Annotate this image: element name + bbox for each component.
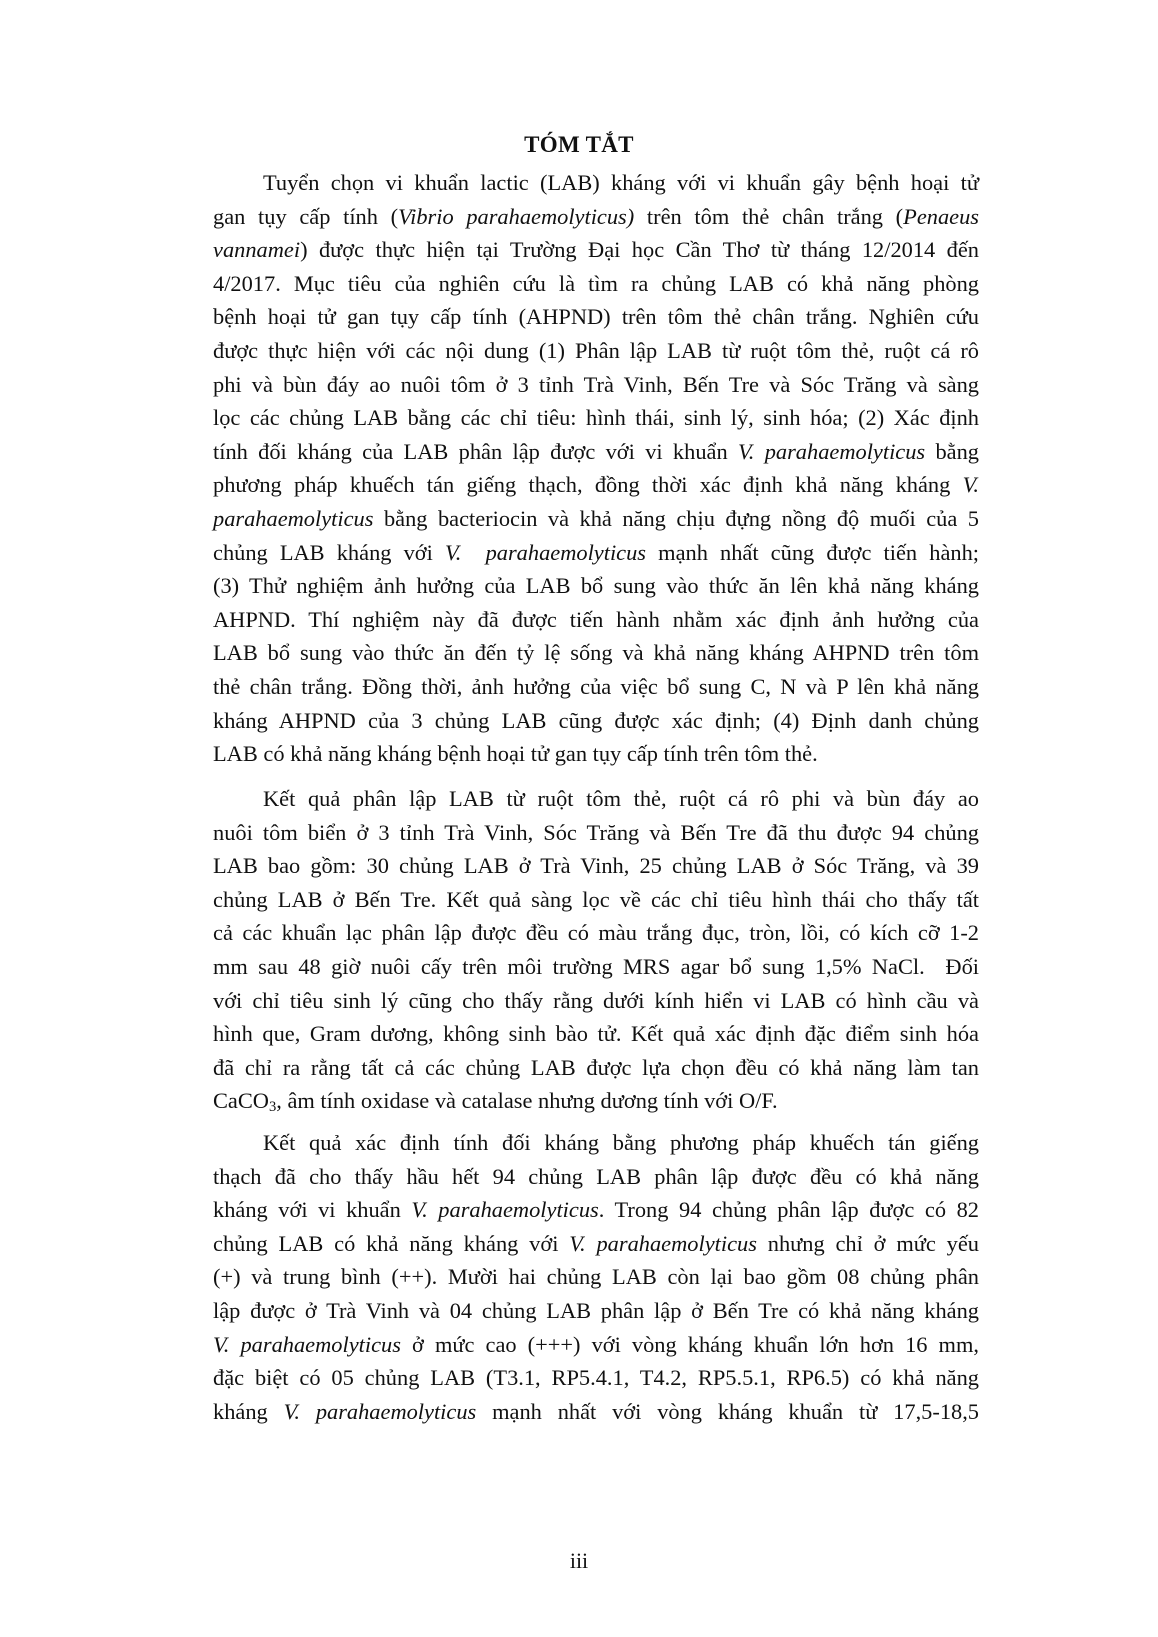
text-run: thẻ chân trắng. Đồng thời, ảnh hưởng của việc bổ sung C, N và P lên khả năng: [213, 673, 979, 699]
text-line: [213, 267, 979, 301]
text-line: [213, 1160, 979, 1194]
species-name: V. parahaemolyticus: [283, 1398, 477, 1424]
species-name: V. parahaemolyticus: [411, 1197, 599, 1223]
text-line: [213, 916, 979, 950]
text-run: bằng: [925, 438, 979, 464]
text-run: trên tôm thẻ chân trắng (: [634, 203, 904, 229]
text-line: [213, 636, 979, 670]
text-run: chủng LAB ở Bến Tre. Kết quả sàng lọc về các chỉ tiêu hình thái cho thấy tất: [213, 886, 979, 912]
text-run: CaCO: [213, 1088, 269, 1114]
text-line: [213, 1193, 979, 1227]
text-run: tính đối kháng của LAB phân lập được với vi khuẩn: [213, 438, 738, 464]
text-line: [213, 950, 979, 984]
text-run: nhưng chỉ ở mức yếu: [756, 1230, 979, 1256]
text-line: [213, 1084, 979, 1118]
text-run: Kết quả phân lập LAB từ ruột tôm thẻ, ruột cá rô phi và bùn đáy ao: [263, 786, 979, 811]
text-line: [213, 1294, 979, 1328]
text-run: phương pháp khuếch tán giếng thạch, đồng thời xác định khả năng kháng: [213, 472, 963, 498]
text-line: [213, 984, 979, 1018]
text-run: , âm tính oxidase và catalase nhưng dương tính với O/F.: [276, 1088, 778, 1114]
text-line: [213, 1328, 979, 1362]
text-run: thạch đã cho thấy hầu hết 94 chủng LAB phân lập được đều có khả năng: [213, 1163, 979, 1189]
text-run: bệnh hoại tử gan tụy cấp tính (AHPND) trên tôm thẻ chân trắng. Nghiên cứu: [213, 304, 979, 330]
text-run: lập được ở Trà Vinh và 04 chủng LAB phân lập ở Bến Tre có khả năng kháng: [213, 1297, 979, 1323]
text-run: gan tụy cấp tính (: [213, 203, 399, 229]
text-run: lọc các chủng LAB bằng các chỉ tiêu: hình thái, sinh lý, sinh hóa; (2) Xác định: [213, 405, 979, 431]
text-run: kháng AHPND của 3 chủng LAB cũng được xác định; (4) Định danh chủng: [213, 707, 979, 733]
text-line: [213, 468, 979, 502]
text-line: [213, 502, 979, 536]
text-line: [213, 166, 979, 200]
species-name: V. parahaemolyticus: [569, 1230, 757, 1256]
species-name: parahaemolyticus: [213, 505, 374, 531]
text-run: Tuyển chọn vi khuẩn lactic (LAB) kháng với vi khuẩn gây bệnh hoại tử: [263, 170, 979, 195]
text-run: nuôi tôm biển ở 3 tỉnh Trà Vinh, Sóc Trăng và Bến Tre đã thu được 94 chủng: [213, 819, 979, 845]
section-title: TÓM TẮT: [524, 132, 634, 157]
text-line: [213, 670, 979, 704]
page-number: iii: [569, 1548, 589, 1573]
subscript: 3: [268, 1099, 277, 1116]
species-name: Penaeus: [903, 203, 979, 229]
text-line: [213, 1395, 979, 1429]
text-run: (3) Thử nghiệm ảnh hưởng của LAB bổ sung vào thức ăn lên khả năng kháng: [213, 573, 979, 599]
text-run: đã chỉ ra rằng tất cả các chủng LAB được lựa chọn đều có khả năng làm tan: [213, 1054, 979, 1080]
text-run: chủng LAB có khả năng kháng với: [213, 1230, 570, 1256]
text-line: [213, 1227, 979, 1261]
species-name: Vibrio parahaemolyticus): [398, 203, 635, 229]
text-line: [213, 1017, 979, 1051]
text-line: [213, 200, 979, 234]
text-run: với chỉ tiêu sinh lý cũng cho thấy rằng dưới kính hiển vi LAB có hình cầu và: [213, 987, 979, 1013]
text-line: [213, 849, 979, 883]
text-line: [213, 816, 979, 850]
species-name: V. parahaemolyticus: [737, 438, 926, 464]
text-line: [213, 603, 979, 637]
paragraph-3: [213, 1126, 979, 1428]
text-line: [213, 401, 979, 435]
text-line: [213, 704, 979, 738]
text-run: cả các khuẩn lạc phân lập được đều có màu trắng đục, tròn, lồi, có kích cỡ 1-2: [213, 920, 979, 946]
text-run: 4/2017. Mục tiêu của nghiên cứu là tìm ra chủng LAB có khả năng phòng: [213, 270, 979, 296]
text-line: [213, 536, 979, 570]
species-name: V. parahaemolyticus: [444, 539, 647, 565]
species-name: V.: [962, 472, 979, 498]
text-run: hình que, Gram dương, không sinh bào tử. Kết quả xác định đặc điểm sinh hóa: [213, 1021, 979, 1047]
text-line: [213, 1051, 979, 1085]
text-run: (+) và trung bình (++). Mười hai chủng LAB còn lại bao gồm 08 chủng phân: [213, 1264, 979, 1290]
species-name: vannamei: [213, 237, 301, 263]
text-line: [213, 233, 979, 267]
text-run: mạnh nhất với vòng kháng khuẩn từ 17,5-18,5: [476, 1398, 979, 1424]
text-line: [213, 300, 979, 334]
text-line: [213, 1361, 979, 1395]
text-run: phi và bùn đáy ao nuôi tôm ở 3 tỉnh Trà Vinh, Bến Tre và Sóc Trăng và sàng: [213, 371, 979, 397]
paragraph-2: [213, 782, 979, 1118]
text-run: LAB bao gồm: 30 chủng LAB ở Trà Vinh, 25 chủng LAB ở Sóc Trăng, và 39: [213, 853, 979, 879]
text-run: mm sau 48 giờ nuôi cấy trên môi trường MRS agar bổ sung 1,5% NaCl. Đối: [213, 953, 979, 979]
text-run: Kết quả xác định tính đối kháng bằng phương pháp khuếch tán giếng: [263, 1130, 979, 1155]
text-line: [213, 782, 979, 816]
text-run: AHPND. Thí nghiệm này đã được tiến hành nhằm xác định ảnh hưởng của: [213, 606, 979, 632]
text-line: [213, 435, 979, 469]
text-line: [213, 883, 979, 917]
text-line: [213, 334, 979, 368]
text-run: LAB bổ sung vào thức ăn đến tỷ lệ sống và khả năng kháng AHPND trên tôm: [213, 640, 979, 666]
text-run: bằng bacteriocin và khả năng chịu đựng nồng độ muối của 5: [373, 505, 979, 531]
text-run: kháng với vi khuẩn: [213, 1197, 412, 1223]
text-run: . Trong 94 chủng phân lập được có 82: [598, 1197, 979, 1223]
text-run: được thực hiện với các nội dung (1) Phân lập LAB từ ruột tôm thẻ, ruột cá rô: [213, 337, 979, 363]
text-run: ) được thực hiện tại Trường Đại học Cần Thơ từ tháng 12/2014 đến: [300, 237, 979, 263]
text-line: [213, 1260, 979, 1294]
text-line: [213, 368, 979, 402]
text-line: [213, 737, 979, 771]
text-run: chủng LAB kháng với: [213, 539, 445, 565]
text-line: [213, 1126, 979, 1160]
text-run: LAB có khả năng kháng bệnh hoại tử gan tụy cấp tính trên tôm thẻ.: [213, 741, 818, 767]
text-run: ở mức cao (+++) với vòng kháng khuẩn lớn hơn 16 mm,: [400, 1331, 979, 1357]
species-name: V. parahaemolyticus: [213, 1331, 401, 1357]
text-run: mạnh nhất cũng được tiến hành;: [646, 539, 979, 565]
text-line: [213, 569, 979, 603]
text-run: kháng: [213, 1398, 284, 1424]
paragraph-1: [213, 166, 979, 771]
text-run: đặc biệt có 05 chủng LAB (T3.1, RP5.4.1, T4.2, RP5.5.1, RP6.5) có khả năng: [213, 1365, 979, 1391]
